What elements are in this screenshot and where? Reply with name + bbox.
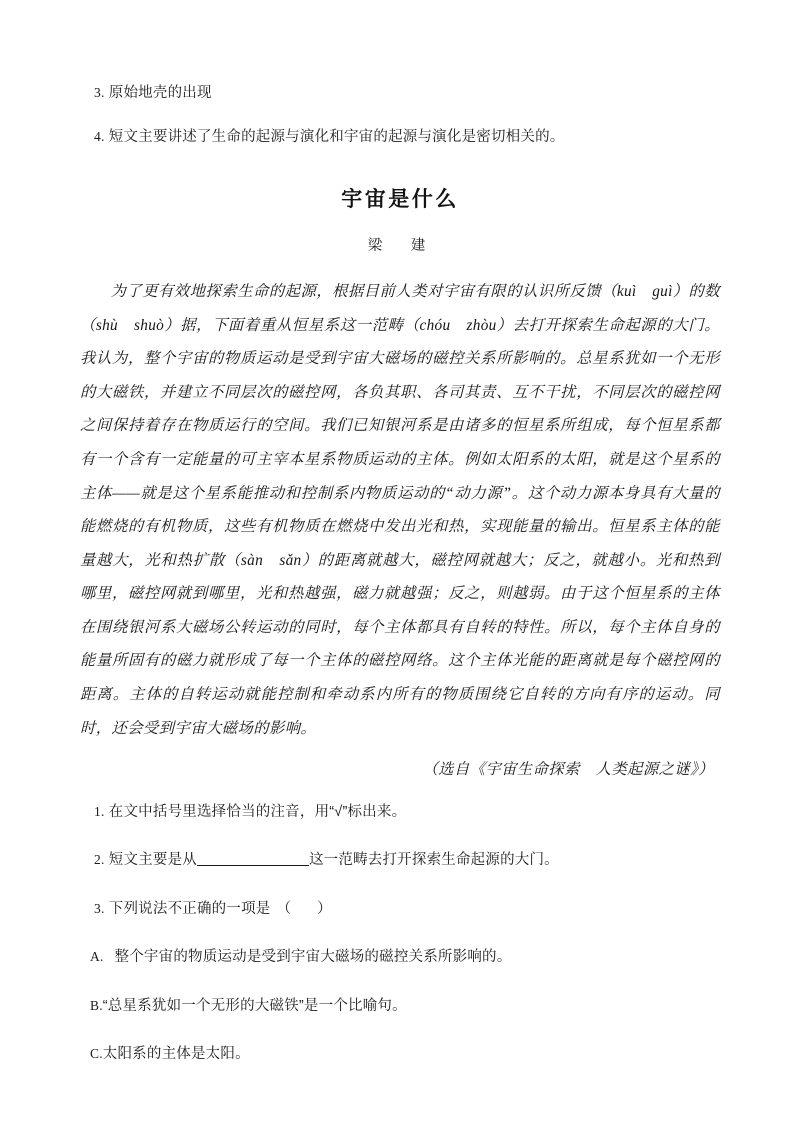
pinyin-choice[interactable]: （chóu zhòu） (403, 316, 513, 334)
option-item-b[interactable] (80, 995, 720, 1017)
article-body (80, 275, 720, 745)
option-text: 太阳系的主体是太阳。 (102, 1046, 250, 1063)
question-item-3 (80, 898, 720, 920)
question-text: 下列说法不正确的一项是 (108, 900, 271, 917)
article-title: 宇宙是什么 (341, 187, 459, 211)
question-number: 3. (94, 900, 105, 916)
option-label: A. (90, 949, 104, 965)
question-text-before: 短文主要是从 (108, 852, 197, 869)
fill-in-blank[interactable] (197, 865, 309, 866)
body-text: 的距离就越大，磁控网就越大；反之，就越小。光和热到哪里，磁控网就到哪里，光和热越强，磁力就越强；反之，则越弱。由于这个恒星系的主体在围绕银河系大磁场公转运动的同时，每个主体都具有自转的特性。所以，每个主体自身的能量所固有的磁力就形成了每一个主体的磁控网络。这个主体光能的距离就是每个磁控网的距离。主体的自转运动就能控制和牵动系内所有的物质围绕它自转的方向有序的运动。同时，还会受到宇宙大磁场的影响。 (80, 551, 720, 737)
option-text: “总星系犹如一个无形的大磁铁”是一个比喻句。 (102, 997, 407, 1014)
article-author: 梁 建 (367, 237, 433, 254)
question-number: 1. (94, 803, 105, 819)
answer-paren-close: ） (317, 900, 332, 917)
option-item-c[interactable] (80, 1043, 720, 1065)
answer-paren-open: （ (276, 900, 292, 917)
question-number: 2. (94, 852, 105, 868)
body-text: 据，下面着重从恒星系这一范畴 (180, 316, 404, 334)
item-text: 原始地壳的出现 (108, 85, 212, 101)
body-text: 的数 (688, 282, 721, 300)
item-number: 4. (94, 129, 105, 145)
body-text: 为了更有效地探索生命的起源，根据目前人类对宇宙有限的认识所反馈 (110, 282, 602, 300)
pinyin-choice[interactable]: （sàn sǎn） (224, 551, 318, 569)
item-number: 3. (94, 85, 105, 100)
question-list (80, 801, 720, 1066)
page-content (80, 0, 720, 1092)
top-list-item (80, 126, 720, 148)
body-text: 去打开探索生命起源的大门。我认为，整个宇宙的物质运动是受到宇宙大磁场的磁控关系所影响的。总星系犹如一个无形的大磁铁，并建立不同层次的磁控网，各负其职、各司其责、互不干扰，不同层次的磁控网之间保持着存在物质运行的空间。我们已知银河系是由诸多的恒星系所组成，每个恒星系都有一个含有一定能量的可主宰本星系物质运动的主体。例如太阳系的太阳，就是这个星系的主体——就是这个星系能推动和控制系内物质运动的“动力源”。这个动力源本身具有大量的能燃烧的有机物质，这些有机物质在燃烧中发出光和热，实现能量的输出。恒星系主体的能量越大，光和热扩散 (80, 316, 720, 569)
pinyin-choice[interactable]: （kuì guì） (601, 282, 689, 300)
question-text-after: 这一范畴去打开探索生命起源的大门。 (308, 852, 559, 869)
article-source: （选自《宇宙生命探索 人类起源之谜》） (422, 761, 714, 779)
question-item-2 (80, 849, 720, 871)
option-label: C. (90, 1046, 103, 1062)
option-label: B. (90, 997, 103, 1013)
option-item-a[interactable] (80, 946, 720, 968)
top-list-item (80, 82, 720, 104)
item-text: 短文主要讲述了生命的起源与演化和宇宙的起源与演化是密切相关的。 (108, 129, 565, 146)
option-text: 整个宇宙的物质运动是受到宇宙大磁场的磁控关系所影响的。 (114, 949, 512, 966)
question-text: 在文中括号里选择恰当的注音，用“√”标出来。 (108, 803, 407, 820)
top-question-list (80, 0, 720, 149)
pinyin-choice[interactable]: （shù shuò） (80, 316, 181, 334)
question-item-1 (80, 801, 720, 823)
